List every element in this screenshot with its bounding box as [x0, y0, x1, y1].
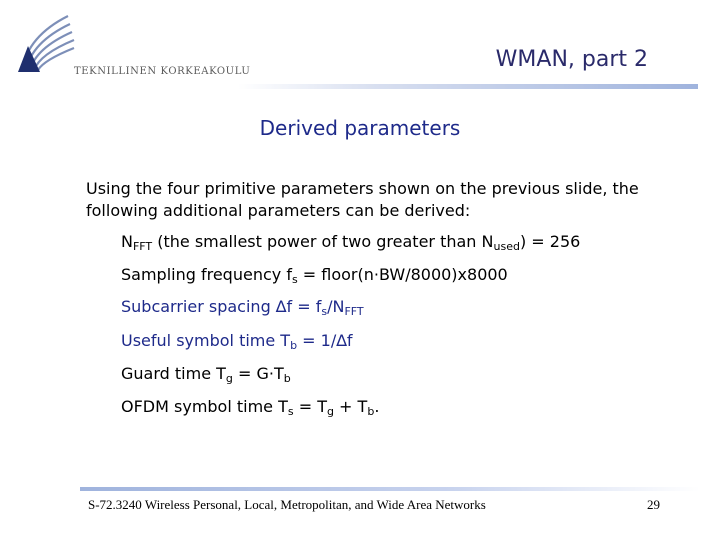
header-title: WMAN, part 2	[495, 47, 648, 72]
parameter-subcarrier-spacing	[121, 297, 364, 318]
subscript: g	[225, 372, 233, 385]
subscript: s	[287, 405, 294, 418]
subscript: b	[283, 372, 291, 385]
page-number: 29	[647, 497, 660, 512]
parameter-useful-symbol-time	[121, 331, 353, 352]
slide-title: Derived parameters	[259, 116, 461, 140]
footer-divider	[80, 487, 700, 491]
parameter-nfft	[121, 232, 580, 253]
intro-paragraph: Using the four primitive parameters shown on the previous slide, the following additional parameters can be derived:	[86, 179, 639, 220]
item-text: + T	[333, 397, 368, 416]
item-text: /N	[327, 297, 345, 316]
item-text: Sampling frequency f	[121, 265, 292, 284]
subscript: b	[290, 339, 298, 352]
item-text: Guard time T	[121, 364, 226, 383]
subscript: FFT	[132, 240, 153, 253]
parameter-ofdm-symbol-time	[121, 397, 379, 418]
item-text: = G·T	[232, 364, 284, 383]
subscript: b	[367, 405, 375, 418]
parameter-guard-time	[121, 364, 291, 385]
university-logo	[14, 12, 78, 76]
subscript: s	[321, 305, 328, 318]
item-text: ) = 256	[519, 232, 581, 251]
item-text: N	[121, 232, 133, 251]
footer-course-title: S-72.3240 Wireless Personal, Local, Metropolitan, and Wide Area Networks	[88, 497, 486, 512]
item-text: (the smallest power of two greater than N	[152, 232, 494, 251]
item-text: = T	[293, 397, 327, 416]
item-text: = floor(n·BW/8000)x8000	[297, 265, 508, 284]
subscript: s	[291, 273, 298, 286]
item-text: .	[374, 397, 380, 416]
subscript: used	[493, 240, 520, 253]
subscript: g	[326, 405, 334, 418]
item-text: OFDM symbol time T	[121, 397, 288, 416]
item-text: = 1/∆f	[297, 331, 353, 350]
subscript: FFT	[344, 305, 364, 318]
parameter-sampling-frequency	[121, 265, 508, 286]
item-text: Subcarrier spacing ∆f = f	[121, 297, 322, 316]
header-divider	[238, 84, 698, 89]
item-text: Useful symbol time T	[121, 331, 291, 350]
logo-text: TEKNILLINEN KORKEAKOULU	[74, 66, 251, 77]
